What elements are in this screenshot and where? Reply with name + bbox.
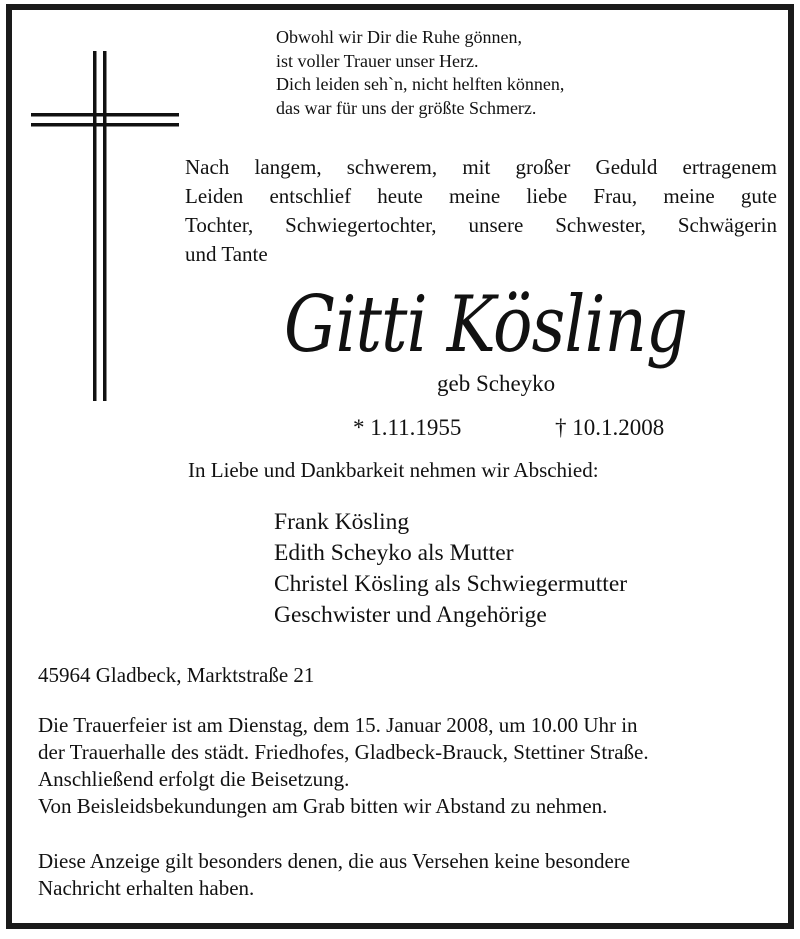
intro-line: Leiden entschlief heute meine liebe Frau, meine gute: [185, 184, 777, 208]
intro-text: [185, 153, 777, 269]
service-info: [38, 712, 649, 820]
intro-line: Tochter, Schwiegertochter, unsere Schwester, Schwägerin: [185, 213, 777, 237]
poem: [276, 26, 564, 120]
birth-date: * 1.11.1955: [353, 415, 462, 440]
intro-line: Nach langem, schwerem, mit großer Geduld ertragenem: [185, 155, 777, 179]
service-line: Anschließend erfolgt die Beisetzung.: [38, 767, 350, 791]
mourner: Edith Scheyko als Mutter: [274, 540, 514, 566]
mourner: Frank Kösling: [274, 509, 410, 535]
address: 45964 Gladbeck, Marktstraße 21: [38, 663, 315, 687]
farewell-line: In Liebe und Dankbarkeit nehmen wir Abschied:: [188, 458, 599, 482]
service-line: Die Trauerfeier ist am Dienstag, dem 15. Januar 2008, um 10.00 Uhr in: [38, 713, 638, 737]
poem-line: Obwohl wir Dir die Ruhe gönnen,: [276, 27, 522, 47]
cross-icon: [31, 51, 179, 401]
mourner: Geschwister und Angehörige: [274, 602, 547, 628]
death-date: † 10.1.2008: [555, 415, 665, 440]
notice-line: Nachricht erhalten haben.: [38, 876, 255, 900]
intro-line: und Tante: [185, 242, 268, 266]
maiden-name: geb Scheyko: [437, 371, 556, 396]
notice-text: [38, 848, 630, 902]
deceased-name: Gitti Kösling: [284, 280, 688, 370]
poem-line: das war für uns der größte Schmerz.: [276, 97, 537, 118]
mourners-list: [274, 507, 627, 631]
notice-line: Diese Anzeige gilt besonders denen, die aus Versehen keine besondere: [38, 849, 631, 873]
poem-line: ist voller Trauer unser Herz.: [276, 50, 479, 71]
mourner: Christel Kösling als Schwiegermutter: [274, 571, 628, 597]
poem-line: Dich leiden seh`n, nicht helften können,: [276, 74, 565, 94]
service-line: der Trauerhalle des städt. Friedhofes, Gladbeck-Brauck, Stettiner Straße.: [38, 740, 649, 764]
service-line: Von Beisleidsbekundungen am Grab bitten wir Abstand zu nehmen.: [38, 794, 608, 818]
